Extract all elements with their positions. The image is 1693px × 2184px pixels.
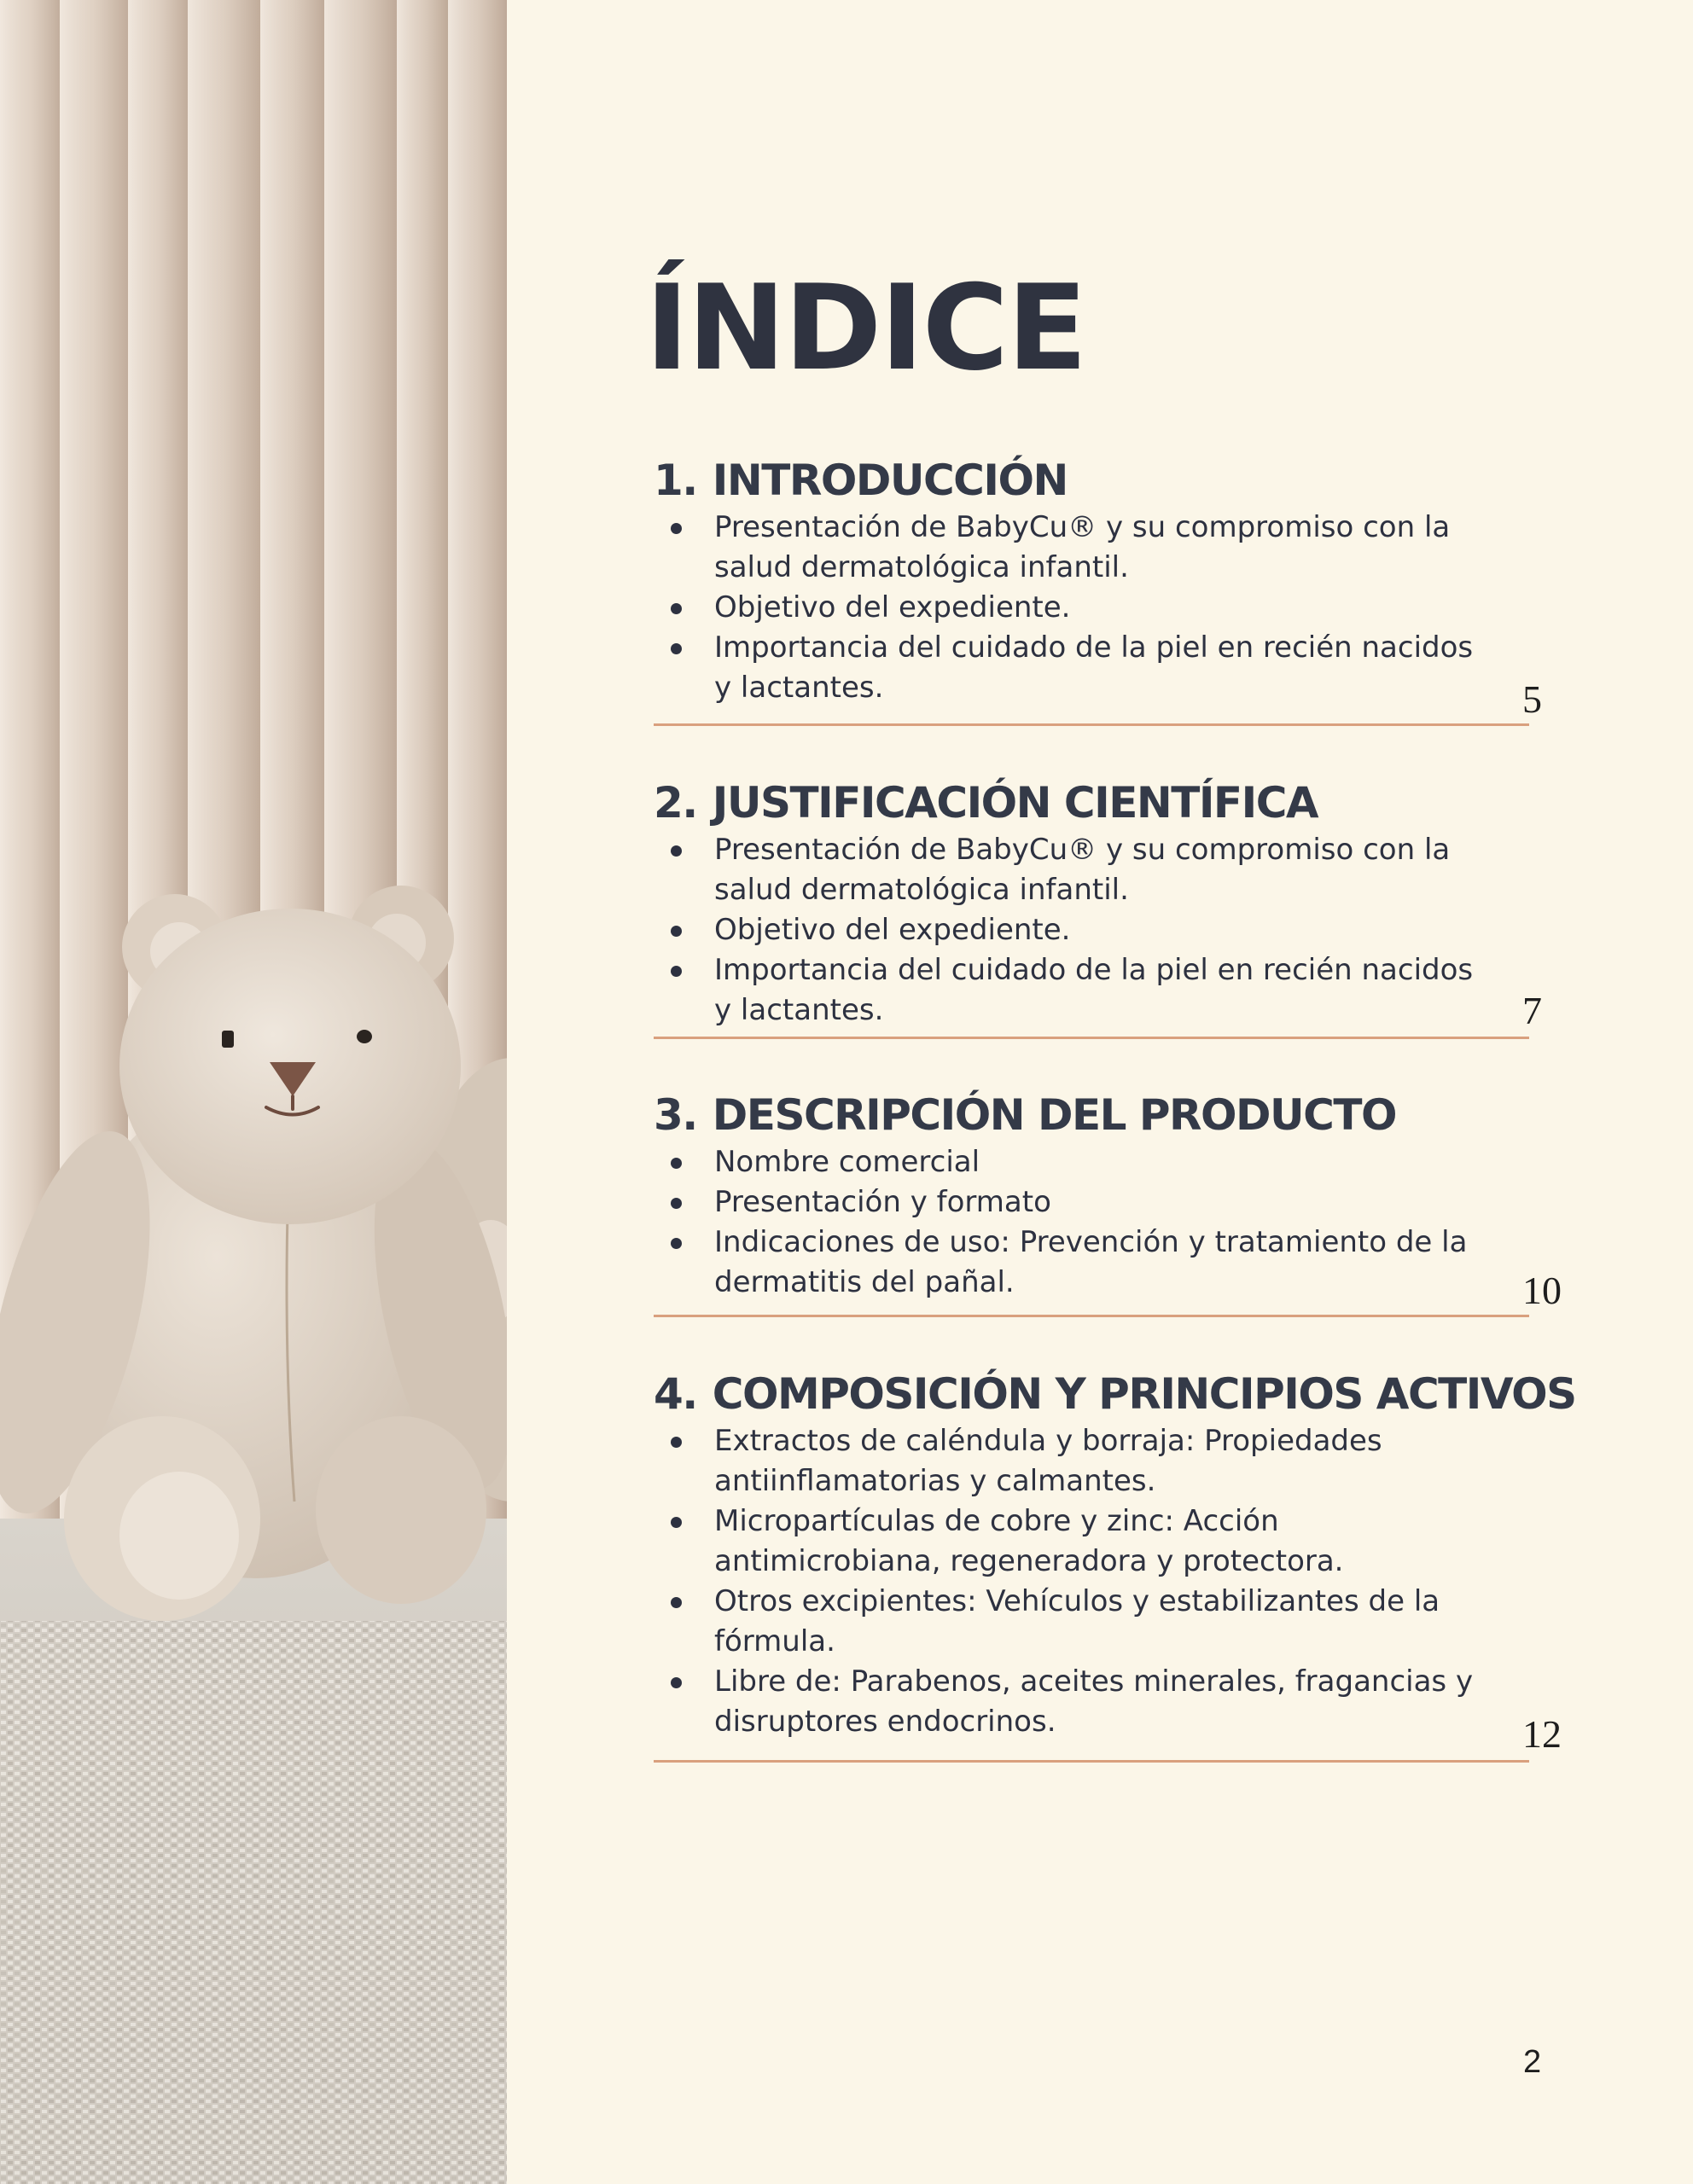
bullet-icon <box>671 1677 682 1688</box>
section-number: 3. <box>654 1090 697 1140</box>
bullet-icon <box>671 845 682 857</box>
section-number: 4. <box>654 1369 697 1419</box>
bullet-list <box>654 508 1533 708</box>
page-reference: 5 <box>1522 677 1542 721</box>
bullet-icon <box>671 523 682 534</box>
list-item-text: Importancia del cuidado de la piel en recién nacidos y lactantes. <box>714 630 1474 705</box>
list-item-text: Presentación de BabyCu® y su compromiso con la salud dermatológica infantil. <box>714 833 1451 907</box>
list-item-text: Micropartículas de cobre y zinc: Acción antimicrobiana, regeneradora y protectora. <box>714 1504 1344 1578</box>
list-item-text: Otros excipientes: Vehículos y estabilizantes de la fórmula. <box>714 1584 1440 1658</box>
list-item-text: Extractos de caléndula y borraja: Propiedades antiinflamatorias y calmantes. <box>714 1424 1382 1498</box>
list-item-text: Presentación de BabyCu® y su compromiso con la salud dermatológica infantil. <box>714 510 1451 584</box>
list-item-text: Objetivo del expediente. <box>714 913 1071 947</box>
bullet-icon <box>671 1597 682 1608</box>
section-heading <box>654 777 1533 828</box>
list-item <box>654 1582 1482 1662</box>
list-item <box>654 628 1482 708</box>
list-item-text: Importancia del cuidado de la piel en recién nacidos y lactantes. <box>714 953 1474 1027</box>
bullet-icon <box>671 603 682 614</box>
list-item <box>654 950 1482 1031</box>
section-number: 1. <box>654 456 697 505</box>
toc-content <box>507 0 1693 2184</box>
list-item <box>654 910 1482 950</box>
bullet-list <box>654 830 1533 1031</box>
list-item <box>654 1421 1482 1502</box>
bullet-icon <box>671 1517 682 1528</box>
list-item <box>654 1662 1482 1742</box>
list-item <box>654 508 1482 588</box>
photo-panel <box>0 0 507 2184</box>
teddy-bear-image <box>0 0 507 2184</box>
page-reference: 7 <box>1522 989 1542 1032</box>
section-divider <box>654 1315 1529 1317</box>
bullet-icon <box>671 926 682 937</box>
bullet-list <box>654 1142 1533 1303</box>
page-title: ÍNDICE <box>645 259 1086 397</box>
list-item <box>654 1182 1482 1223</box>
page-reference: 10 <box>1522 1269 1562 1312</box>
toc-section-descripcion[interactable] <box>654 1089 1533 1303</box>
bullet-icon <box>671 1437 682 1448</box>
bullet-icon <box>671 1238 682 1249</box>
section-title: DESCRIPCIÓN DEL PRODUCTO <box>712 1090 1396 1140</box>
list-item-text: Libre de: Parabenos, aceites minerales, fragancias y disruptores endocrinos. <box>714 1664 1474 1739</box>
section-divider <box>654 1760 1529 1763</box>
section-title: INTRODUCCIÓN <box>712 456 1068 505</box>
toc-section-introduccion[interactable] <box>654 455 1533 708</box>
section-number: 2. <box>654 778 697 828</box>
list-item-text: Objetivo del expediente. <box>714 590 1071 624</box>
bullet-icon <box>671 966 682 977</box>
section-title: JUSTIFICACIÓN CIENTÍFICA <box>712 778 1318 828</box>
list-item <box>654 588 1482 628</box>
list-item <box>654 1142 1482 1182</box>
section-divider <box>654 1037 1529 1039</box>
page-number: 2 <box>1523 2044 1542 2080</box>
section-title: COMPOSICIÓN Y PRINCIPIOS ACTIVOS <box>712 1369 1576 1419</box>
bullet-icon <box>671 1198 682 1209</box>
section-divider <box>654 723 1529 726</box>
list-item-text: Presentación y formato <box>714 1185 1051 1219</box>
bullet-icon <box>671 1158 682 1169</box>
list-item <box>654 1223 1482 1303</box>
bullet-icon <box>671 643 682 654</box>
section-heading <box>654 1089 1533 1141</box>
page-reference: 12 <box>1522 1712 1562 1756</box>
bullet-list <box>654 1421 1533 1742</box>
toc-section-justificacion[interactable] <box>654 777 1533 1031</box>
section-heading <box>654 455 1533 506</box>
section-heading <box>654 1368 1576 1420</box>
list-item <box>654 830 1482 910</box>
list-item-text: Indicaciones de uso: Prevención y tratamiento de la dermatitis del pañal. <box>714 1225 1468 1299</box>
list-item-text: Nombre comercial <box>714 1145 980 1179</box>
list-item <box>654 1502 1482 1582</box>
